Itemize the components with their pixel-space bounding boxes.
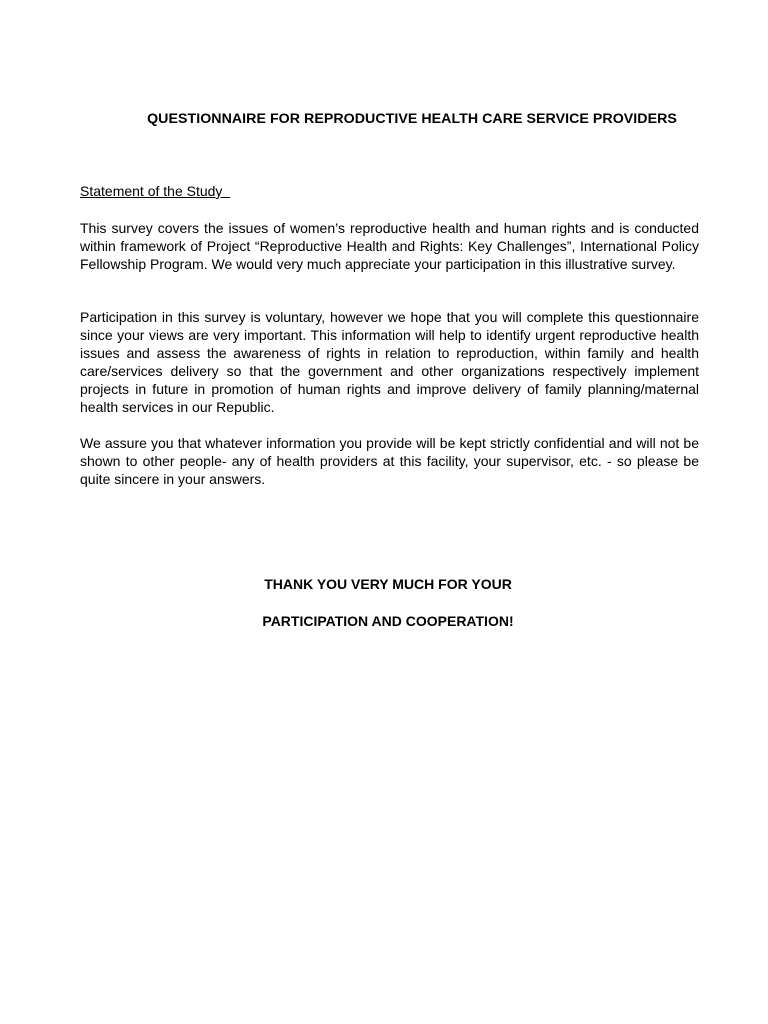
paragraph-study-description: This survey covers the issues of women’s reproductive health and human rights and is conducted within framework of Project “Reproductive Health and Rights: Key Challenges”, International Policy Fellowship Program. We would very much appreciate your participation in this illustrative survey. [80, 220, 699, 272]
section-heading: Statement of the Study [80, 183, 231, 199]
closing-line-thanks: THANK YOU VERY MUCH FOR YOUR [264, 576, 512, 592]
document-title: QUESTIONNAIRE FOR REPRODUCTIVE HEALTH CARE SERVICE PROVIDERS [147, 111, 677, 127]
paragraph-participation: Participation in this survey is voluntary, however we hope that you will complete this questionnaire since your views are very important. This information will help to identify urgent reproductive health issues and assess the awareness of rights in relation to reproduction, within family and health care/services delivery so that the government and other organizations respectively implement projects in future in promotion of human rights and improve delivery of family planning/maternal health services in our Republic. [80, 309, 699, 415]
paragraph-confidentiality: We assure you that whatever information you provide will be kept strictly confidential and will not be shown to other people- any of health providers at this facility, your supervisor, etc. - so please be quite sincere in your answers. [80, 435, 699, 487]
closing-line-participation: PARTICIPATION AND COOPERATION! [262, 613, 514, 629]
